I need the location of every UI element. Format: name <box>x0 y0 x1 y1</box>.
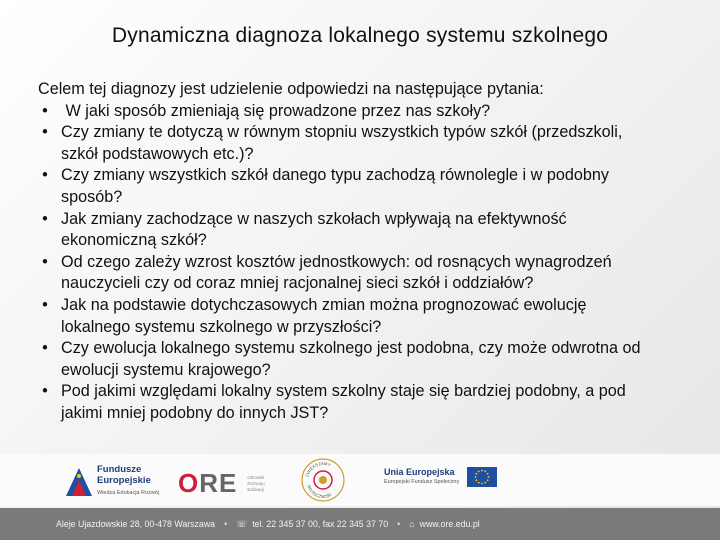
list-item <box>38 209 714 252</box>
bullet-dot: • <box>42 166 48 185</box>
web-icon: ⌂ <box>409 519 415 529</box>
list-item <box>38 295 714 338</box>
bullet-text-line: Pod jakimi względami lokalny system szkolny staje się bardziej podobny, a pod <box>61 382 626 401</box>
bullet-text-line: W jaki sposób zmieniają się prowadzone przez nas szkoły? <box>61 101 491 120</box>
ue-line1: Unia Europejska <box>384 467 455 477</box>
badge-logo <box>300 457 346 503</box>
bullet-text-line: lokalnego systemu szkolnego w przyszłości? <box>61 317 382 336</box>
eu-star-icon <box>476 479 478 481</box>
question-list <box>38 101 714 425</box>
eu-star-icon <box>478 482 480 484</box>
bullet-dot: • <box>42 209 48 228</box>
list-item <box>38 381 714 424</box>
slide-content <box>38 79 714 425</box>
fundusze-europejskie-logo <box>66 464 159 499</box>
ore-logo <box>178 468 265 499</box>
bullet-text-line: ekonomiczną szkół? <box>61 231 207 250</box>
bullet-text-line: Czy zmiany te dotyczą w równym stopniu wszystkich typów szkół (przedszkoli, <box>61 123 623 142</box>
footer-separator: • <box>397 519 401 529</box>
fundusze-europejskie-icon <box>66 468 92 496</box>
bullet-text-line: Jak na podstawie dotychczasowych zmian można prognozować ewolucję <box>61 295 587 314</box>
bullet-text-line: Od czego zależy wzrost kosztów jednostkowych: od rosnących wynagrodzeń <box>61 252 612 271</box>
footer-logos <box>0 454 720 506</box>
bullet-dot: • <box>42 101 48 120</box>
ue-logo <box>384 467 497 487</box>
ore-sub2: Rozwoju <box>247 480 265 486</box>
eu-star-icon <box>487 479 489 481</box>
footer-address: Aleje Ujazdowskie 28, 00-478 Warszawa <box>56 519 216 529</box>
bullet-dot: • <box>42 339 48 358</box>
badge-seal-icon <box>300 457 346 503</box>
eu-star-icon <box>481 470 483 472</box>
slide-title: Dynamiczna diagnoza lokalnego systemu szkolnego <box>111 24 609 47</box>
bullet-text-line: ewolucji systemu krajowego? <box>61 360 271 379</box>
fe-line1: Fundusze <box>97 464 142 475</box>
ore-wordmark <box>178 468 237 499</box>
bullet-text-line: Jak zmiany zachodzące w naszych szkołach wpływają na efektywność <box>61 209 567 228</box>
eu-star-icon <box>481 483 483 485</box>
ore-rest-letters: RE <box>199 468 238 498</box>
bullet-text-line: nauczycieli czy od coraz mniej racjonalnej sieci szkół i oddziałów? <box>61 274 534 293</box>
bullet-text-line: sposób? <box>61 187 123 206</box>
bullet-text-line: Czy ewolucja lokalnego systemu szkolnego jest podobna, czy może odwrotna od <box>61 339 641 358</box>
bullet-dot: • <box>42 382 48 401</box>
bullet-text-line: Czy zmiany wszystkich szkół danego typu zachodzą równolegle i w podobny <box>61 166 609 185</box>
bullet-dot: • <box>42 252 48 271</box>
eu-star-icon <box>488 476 490 478</box>
footer-separator: • <box>224 519 228 529</box>
footer-bar <box>0 508 720 540</box>
ore-sub1: Ośrodek <box>247 474 265 480</box>
list-item <box>38 122 714 165</box>
bullet-dot: • <box>42 295 48 314</box>
list-item <box>38 252 714 295</box>
eu-star-icon <box>485 470 487 472</box>
badge-top-text: ZWIĘKSZAMY <box>304 460 332 478</box>
eu-star-icon <box>475 476 477 478</box>
bullet-dot: • <box>42 123 48 142</box>
intro-text: Celem tej diagnozy jest udzielenie odpowiedzi na następujące pytania: <box>38 80 544 98</box>
phone-icon: ☏ <box>236 518 248 529</box>
eu-star-icon <box>478 470 480 472</box>
bullet-text-line: szkół podstawowych etc.)? <box>61 144 254 163</box>
footer-web[interactable]: www.ore.edu.pl <box>419 519 480 529</box>
eu-flag-icon <box>467 467 497 487</box>
badge-bottom-text: SKUTECZNOŚĆ <box>306 483 333 500</box>
list-item <box>38 338 714 381</box>
eu-star-icon <box>485 482 487 484</box>
fe-line2: Europejskie <box>97 475 151 486</box>
eu-star-icon <box>476 473 478 475</box>
bullet-text-line: jakimi mniej podobny do innych JST? <box>61 403 329 422</box>
svg-text:ZWIĘKSZAMY <box>304 461 331 478</box>
footer-phone: tel. 22 345 37 00, fax 22 345 37 70 <box>252 519 389 529</box>
fe-line3: Wiedza Edukacja Rozwój <box>97 490 160 496</box>
list-item <box>38 165 714 208</box>
ore-o-letter: O <box>178 468 200 498</box>
ore-sub3: Edukacji <box>247 486 265 492</box>
ue-line2: Europejski Fundusz Społeczny <box>384 479 460 485</box>
eu-star-icon <box>487 473 489 475</box>
list-item <box>38 101 714 123</box>
